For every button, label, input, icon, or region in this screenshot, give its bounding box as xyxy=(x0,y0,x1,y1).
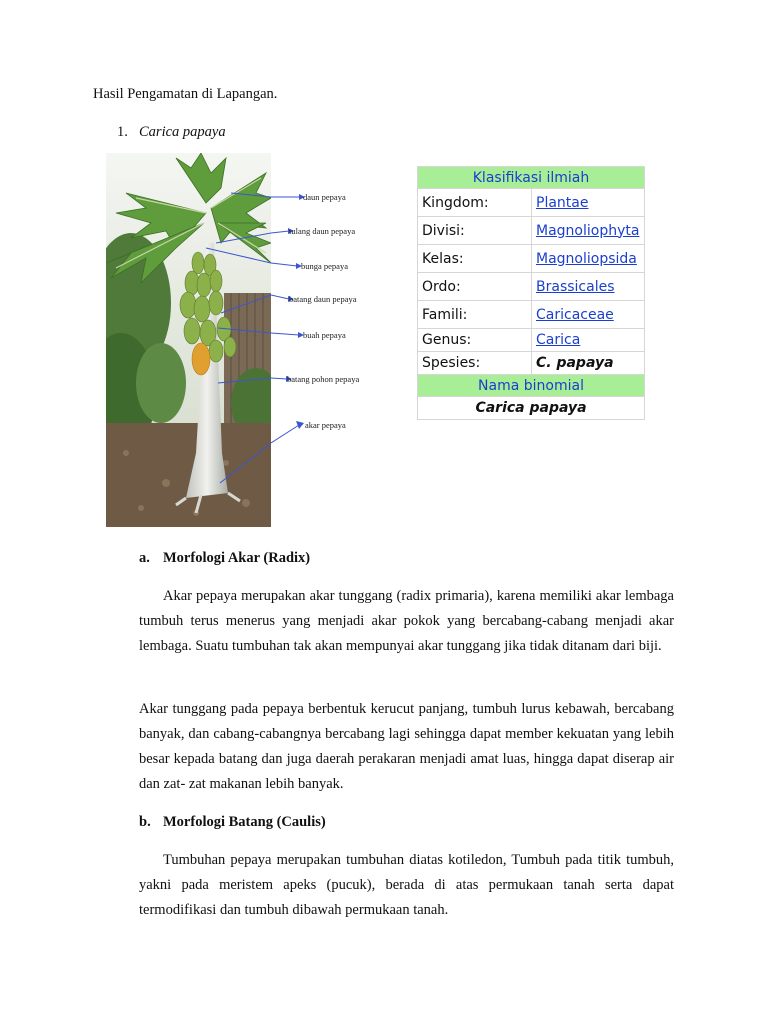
section-b-label: b. xyxy=(139,814,151,830)
label-daun: daun pepaya xyxy=(303,192,346,202)
row-value-link[interactable]: Plantae xyxy=(532,189,645,217)
row-key: Kingdom: xyxy=(418,189,532,217)
label-bunga: bunga pepaya xyxy=(301,261,348,271)
section-a-title: Morfologi Akar (Radix) xyxy=(163,550,311,566)
label-buah: buah pepaya xyxy=(303,330,346,340)
section-b-title: Morfologi Batang (Caulis) xyxy=(163,814,326,830)
row-key: Kelas: xyxy=(418,245,532,273)
row-key: Spesies: xyxy=(418,352,532,375)
row-value-link[interactable]: Carica xyxy=(532,329,645,352)
label-batang-daun: batang daun pepaya xyxy=(289,294,357,304)
row-key: Famili: xyxy=(418,301,532,329)
row-value-link[interactable]: Magnoliophyta xyxy=(532,217,645,245)
page-title: Hasil Pengamatan di Lapangan. xyxy=(93,86,278,102)
item-number: 1. xyxy=(117,124,128,140)
section-b-paragraph-1: Tumbuhan pepaya merupakan tumbuhan diatas kotiledon, Tumbuh pada titik tumbuh, yakni pada meristem apeks (pucuk), berada di atas permukaan tanah serta dapat termodifikasi dan tumbuh dibawah permukaan tanah. xyxy=(139,852,674,918)
section-a-label: a. xyxy=(139,550,150,566)
section-a-paragraph-2: Akar tunggang pada pepaya berbentuk kerucut panjang, tumbuh lurus kebawah, bercabang banyak, dan cabang-cabangnya bercabang lagi sehingga dapat member kekuatan yang lebih besar kepada batang dan juga daerah perakaran menjadi amat luas, hingga dapat diserap air dan zat- zat makanan lebih banyak. xyxy=(139,701,674,792)
section-a-paragraph-1: Akar pepaya merupakan akar tunggang (radix primaria), karena memiliki akar lembaga tumbuh terus menerus yang menjadi akar pokok yang bercabang-cabang menjadi akar lembaga. Suatu tumbuhan tak akan mempunyai akar tunggang jika tidak ditanam dari biji. xyxy=(139,588,674,654)
label-batang-pohon: batang pohon pepaya xyxy=(287,374,360,384)
label-akar: akar pepaya xyxy=(305,420,346,430)
classification-table xyxy=(417,166,645,420)
row-value-species: C. papaya xyxy=(532,352,645,375)
label-tulang-daun: tulang daun pepaya xyxy=(289,226,356,236)
row-value-link[interactable]: Brassicales xyxy=(532,273,645,301)
item-species-name: Carica papaya xyxy=(139,124,226,140)
row-key: Divisi: xyxy=(418,217,532,245)
papaya-figure xyxy=(106,153,376,527)
row-value-link[interactable]: Caricaceae xyxy=(532,301,645,329)
row-value-link[interactable]: Magnoliopsida xyxy=(532,245,645,273)
row-key: Ordo: xyxy=(418,273,532,301)
classification-header[interactable]: Klasifikasi ilmiah xyxy=(418,167,645,189)
binomial-header[interactable]: Nama binomial xyxy=(418,375,645,397)
binomial-name: Carica papaya xyxy=(418,397,645,420)
row-key: Genus: xyxy=(418,329,532,352)
papaya-tree-photo xyxy=(106,153,271,527)
